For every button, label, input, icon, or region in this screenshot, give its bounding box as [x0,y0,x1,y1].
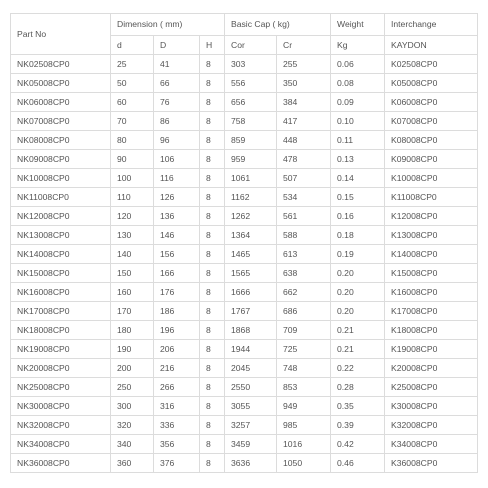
part-no-cell: NK20008CP0 [11,359,111,378]
weight-cell: 0.20 [331,283,385,302]
weight-cell: 0.14 [331,169,385,188]
cor-cell: 2045 [225,359,277,378]
weight-cell: 0.20 [331,264,385,283]
cor-cell: 3459 [225,435,277,454]
part-no-cell: NK25008CP0 [11,378,111,397]
outer-d-cell: 126 [154,188,200,207]
width-h-cell: 8 [200,55,225,74]
outer-d-cell: 156 [154,245,200,264]
weight-cell: 0.19 [331,245,385,264]
outer-d-cell: 356 [154,435,200,454]
width-h-cell: 8 [200,169,225,188]
table-row [11,207,478,226]
width-h-cell: 8 [200,74,225,93]
weight-cell: 0.28 [331,378,385,397]
interchange-cell: K11008CP0 [385,188,478,207]
interchange-cell: K34008CP0 [385,435,478,454]
outer-d-cell: 196 [154,321,200,340]
bore-d-cell: 90 [111,150,154,169]
table-row [11,416,478,435]
cr-cell: 709 [277,321,331,340]
cor-cell: 3257 [225,416,277,435]
cr-cell: 507 [277,169,331,188]
bore-d-cell: 320 [111,416,154,435]
weight-cell: 0.42 [331,435,385,454]
weight-cell: 0.21 [331,321,385,340]
width-h-cell: 8 [200,226,225,245]
cr-cell: 949 [277,397,331,416]
cor-cell: 656 [225,93,277,112]
cor-cell: 1767 [225,302,277,321]
cr-cell: 613 [277,245,331,264]
table-row [11,454,478,473]
outer-d-cell: 166 [154,264,200,283]
width-h-cell: 8 [200,93,225,112]
weight-cell: 0.39 [331,416,385,435]
table-row [11,55,478,74]
table-row [11,93,478,112]
table-row [11,226,478,245]
weight-cell: 0.21 [331,340,385,359]
part-no-cell: NK07008CP0 [11,112,111,131]
part-no-cell: NK09008CP0 [11,150,111,169]
bore-d-cell: 60 [111,93,154,112]
width-h-cell: 8 [200,454,225,473]
width-h-cell: 8 [200,435,225,454]
interchange-cell: K07008CP0 [385,112,478,131]
bore-d-cell: 360 [111,454,154,473]
bore-d-cell: 180 [111,321,154,340]
outer-d-cell: 41 [154,55,200,74]
cr-cell: 1050 [277,454,331,473]
bore-d-cell: 110 [111,188,154,207]
bore-d-cell: 340 [111,435,154,454]
weight-header: Weight [331,14,385,36]
width-h-cell: 8 [200,283,225,302]
part-no-cell: NK15008CP0 [11,264,111,283]
outer-d-cell: 76 [154,93,200,112]
cor-header: Cor [225,36,277,55]
width-h-cell: 8 [200,378,225,397]
interchange-cell: K12008CP0 [385,207,478,226]
cr-cell: 255 [277,55,331,74]
interchange-cell: K08008CP0 [385,131,478,150]
table-row [11,397,478,416]
bore-d-cell: 80 [111,131,154,150]
bore-d-cell: 170 [111,302,154,321]
interchange-header: Interchange [385,14,478,36]
cor-cell: 556 [225,74,277,93]
interchange-cell: K13008CP0 [385,226,478,245]
part-no-cell: NK18008CP0 [11,321,111,340]
interchange-cell: K32008CP0 [385,416,478,435]
cor-cell: 3636 [225,454,277,473]
cor-cell: 1868 [225,321,277,340]
part-no-cell: NK06008CP0 [11,93,111,112]
outer-d-cell: 316 [154,397,200,416]
bore-d-header: d [111,36,154,55]
interchange-cell: K10008CP0 [385,169,478,188]
cor-cell: 1666 [225,283,277,302]
interchange-cell: K16008CP0 [385,283,478,302]
table-row [11,150,478,169]
cor-cell: 1162 [225,188,277,207]
cr-cell: 686 [277,302,331,321]
outer-d-cell: 266 [154,378,200,397]
cr-cell: 853 [277,378,331,397]
cor-cell: 1364 [225,226,277,245]
outer-d-cell: 86 [154,112,200,131]
cr-cell: 985 [277,416,331,435]
table-row [11,112,478,131]
interchange-cell: K15008CP0 [385,264,478,283]
interchange-cell: K09008CP0 [385,150,478,169]
interchange-cell: K25008CP0 [385,378,478,397]
width-h-cell: 8 [200,359,225,378]
part-no-cell: NK36008CP0 [11,454,111,473]
width-h-cell: 8 [200,321,225,340]
cr-cell: 588 [277,226,331,245]
cr-cell: 448 [277,131,331,150]
cr-cell: 561 [277,207,331,226]
cor-cell: 1061 [225,169,277,188]
bore-d-cell: 200 [111,359,154,378]
interchange-cell: K17008CP0 [385,302,478,321]
cor-cell: 3055 [225,397,277,416]
cr-cell: 638 [277,264,331,283]
cr-cell: 1016 [277,435,331,454]
cor-cell: 303 [225,55,277,74]
weight-cell: 0.16 [331,207,385,226]
outer-d-cell: 66 [154,74,200,93]
width-h-cell: 8 [200,340,225,359]
cor-cell: 1262 [225,207,277,226]
part-no-cell: NK05008CP0 [11,74,111,93]
bore-d-cell: 130 [111,226,154,245]
cr-cell: 350 [277,74,331,93]
bore-d-cell: 70 [111,112,154,131]
width-h-cell: 8 [200,416,225,435]
table-row [11,435,478,454]
part-no-cell: NK19008CP0 [11,340,111,359]
part-no-header: Part No [11,14,111,55]
basic-cap-header: Basic Cap ( kg) [225,14,331,36]
bore-d-cell: 120 [111,207,154,226]
width-h-cell: 8 [200,131,225,150]
table-row [11,188,478,207]
weight-cell: 0.13 [331,150,385,169]
interchange-cell: K30008CP0 [385,397,478,416]
width-h-cell: 8 [200,112,225,131]
dimension-header: Dimension ( mm) [111,14,225,36]
weight-cell: 0.20 [331,302,385,321]
outer-d-cell: 106 [154,150,200,169]
bore-d-cell: 25 [111,55,154,74]
table-row [11,302,478,321]
part-no-cell: NK11008CP0 [11,188,111,207]
table-row [11,264,478,283]
outer-d-cell: 146 [154,226,200,245]
bore-d-cell: 250 [111,378,154,397]
weight-cell: 0.11 [331,131,385,150]
part-no-cell: NK08008CP0 [11,131,111,150]
part-no-cell: NK10008CP0 [11,169,111,188]
weight-cell: 0.46 [331,454,385,473]
table-row [11,321,478,340]
part-no-cell: NK30008CP0 [11,397,111,416]
width-h-cell: 8 [200,245,225,264]
cor-cell: 2550 [225,378,277,397]
outer-d-cell: 336 [154,416,200,435]
part-no-cell: NK17008CP0 [11,302,111,321]
weight-cell: 0.22 [331,359,385,378]
cr-header: Cr [277,36,331,55]
interchange-cell: K14008CP0 [385,245,478,264]
cr-cell: 748 [277,359,331,378]
width-h-cell: 8 [200,302,225,321]
bore-d-cell: 50 [111,74,154,93]
outer-d-cell: 136 [154,207,200,226]
interchange-cell: K02508CP0 [385,55,478,74]
table-body [11,55,478,473]
kaydon-header: KAYDON [385,36,478,55]
width-h-cell: 8 [200,264,225,283]
table-row [11,283,478,302]
width-h-cell: 8 [200,150,225,169]
table-header [11,14,478,55]
part-no-cell: NK16008CP0 [11,283,111,302]
table-row [11,245,478,264]
bore-d-cell: 160 [111,283,154,302]
weight-cell: 0.15 [331,188,385,207]
interchange-cell: K06008CP0 [385,93,478,112]
table-row [11,340,478,359]
outer-d-cell: 96 [154,131,200,150]
cor-cell: 959 [225,150,277,169]
cr-cell: 417 [277,112,331,131]
weight-cell: 0.18 [331,226,385,245]
part-no-cell: NK12008CP0 [11,207,111,226]
outer-d-header: D [154,36,200,55]
cr-cell: 478 [277,150,331,169]
interchange-cell: K36008CP0 [385,454,478,473]
cor-cell: 1944 [225,340,277,359]
outer-d-cell: 376 [154,454,200,473]
width-h-cell: 8 [200,207,225,226]
part-no-cell: NK34008CP0 [11,435,111,454]
cr-cell: 534 [277,188,331,207]
interchange-cell: K18008CP0 [385,321,478,340]
header-group-row [11,14,478,36]
bore-d-cell: 300 [111,397,154,416]
interchange-cell: K20008CP0 [385,359,478,378]
cr-cell: 384 [277,93,331,112]
bore-d-cell: 140 [111,245,154,264]
interchange-cell: K05008CP0 [385,74,478,93]
outer-d-cell: 216 [154,359,200,378]
table-row [11,131,478,150]
part-no-cell: NK13008CP0 [11,226,111,245]
weight-cell: 0.06 [331,55,385,74]
width-h-cell: 8 [200,188,225,207]
cor-cell: 1565 [225,264,277,283]
width-h-header: H [200,36,225,55]
cr-cell: 662 [277,283,331,302]
cor-cell: 758 [225,112,277,131]
bearing-spec-table [10,13,478,473]
outer-d-cell: 176 [154,283,200,302]
outer-d-cell: 206 [154,340,200,359]
outer-d-cell: 116 [154,169,200,188]
kg-header: Kg [331,36,385,55]
weight-cell: 0.35 [331,397,385,416]
width-h-cell: 8 [200,397,225,416]
bore-d-cell: 190 [111,340,154,359]
weight-cell: 0.10 [331,112,385,131]
table-row [11,169,478,188]
bore-d-cell: 150 [111,264,154,283]
interchange-cell: K19008CP0 [385,340,478,359]
part-no-cell: NK02508CP0 [11,55,111,74]
table-row [11,359,478,378]
weight-cell: 0.08 [331,74,385,93]
table-row [11,378,478,397]
outer-d-cell: 186 [154,302,200,321]
bore-d-cell: 100 [111,169,154,188]
cor-cell: 859 [225,131,277,150]
cor-cell: 1465 [225,245,277,264]
part-no-cell: NK14008CP0 [11,245,111,264]
weight-cell: 0.09 [331,93,385,112]
part-no-cell: NK32008CP0 [11,416,111,435]
table-row [11,74,478,93]
cr-cell: 725 [277,340,331,359]
